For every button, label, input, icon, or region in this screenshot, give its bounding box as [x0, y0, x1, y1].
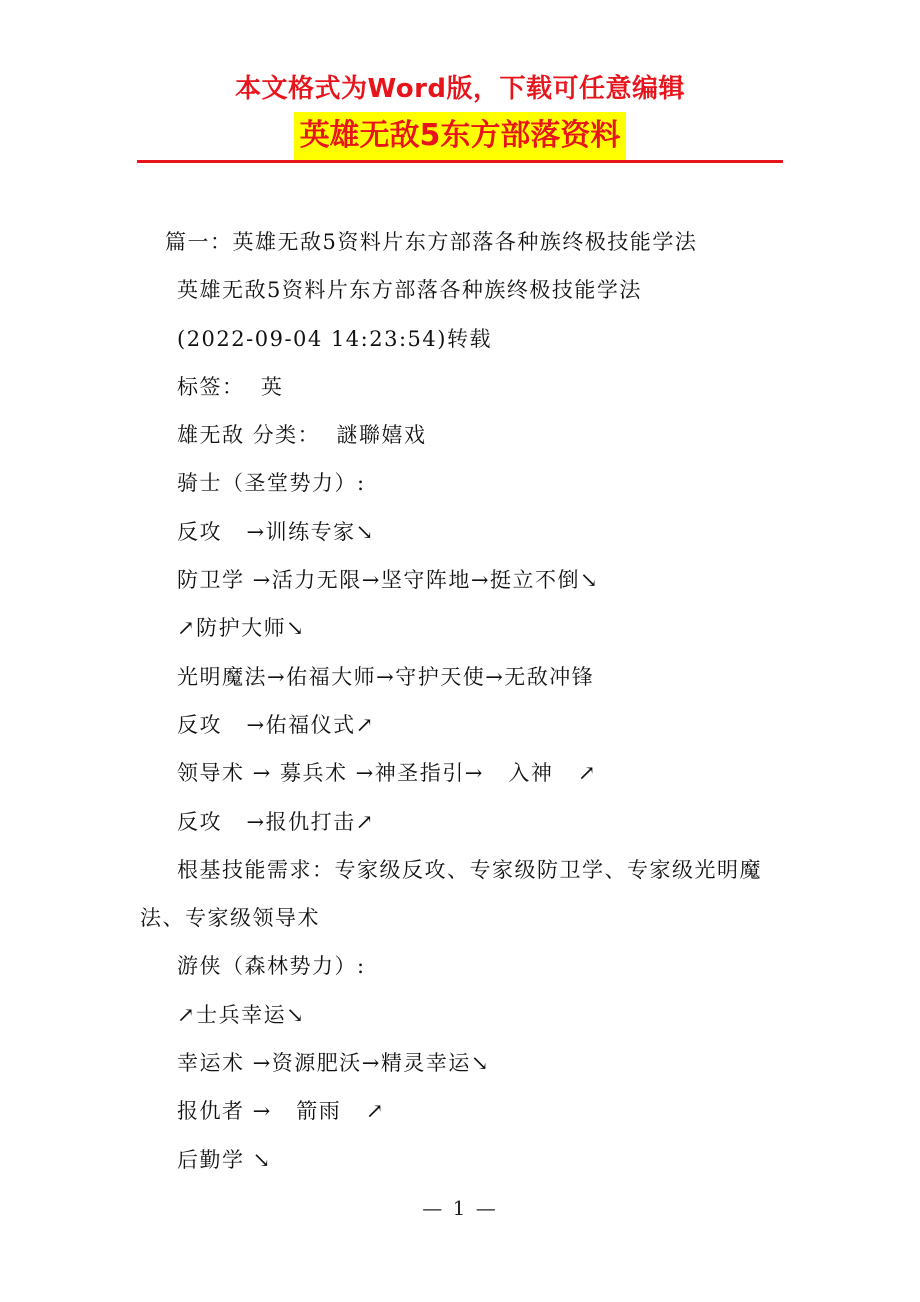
paragraph-line: 根基技能需求：专家级反攻、专家级防卫学、专家级光明魔法、专家级领导术 — [140, 857, 762, 931]
document-title: 英雄无敌5东方部落资料 — [294, 112, 627, 160]
paragraph-line: 幸运术 →资源肥沃→精灵幸运↘ — [177, 1051, 490, 1076]
paragraph-line: 光明魔法→佑福大师→守护天使→无敌冲锋 — [177, 664, 595, 689]
paragraph-line: 反攻 →佑福仪式↗ — [177, 712, 375, 737]
paragraph-line: 领导术 → 募兵术 →神圣指引→ 入神 ↗ — [177, 761, 597, 786]
paragraph-line: 篇一：英雄无敌5资料片东方部落各种族终极技能学法 — [165, 230, 698, 254]
paragraph-line: ↗士兵幸运↘ — [177, 1002, 306, 1027]
paragraph-line: ↗防护大师↘ — [177, 616, 306, 641]
paragraph-line: 骑士（圣堂势力）: — [177, 471, 366, 496]
document-body — [140, 218, 790, 1184]
paragraph-line: 防卫学 →活力无限→坚守阵地→挺立不倒↘ — [177, 568, 600, 593]
paragraph-line: 标签： 英 — [177, 374, 284, 399]
paragraph-line: 反攻 →训练专家↘ — [177, 519, 375, 544]
paragraph-line: 游侠（森林势力）: — [177, 954, 366, 979]
paragraph-line: 英雄无敌5资料片东方部落各种族终极技能学法 — [177, 278, 642, 303]
title-wrapper — [0, 112, 920, 160]
paragraph-line: 反攻 →报仇打击↗ — [177, 809, 375, 834]
format-banner: 本文格式为Word版，下载可任意编辑 — [234, 74, 686, 104]
paragraph-line: (2022-09-04 14:23:54)转载 — [177, 326, 492, 351]
paragraph-line: 报仇者 → 箭雨 ↗ — [177, 1099, 385, 1124]
paragraph-line: 雄无敌 分类： 謎聯嬉戏 — [177, 423, 427, 448]
page-number: — 1 — — [422, 1196, 498, 1220]
paragraph-line: 后勤学 ↘ — [177, 1147, 272, 1172]
title-divider — [137, 160, 783, 163]
